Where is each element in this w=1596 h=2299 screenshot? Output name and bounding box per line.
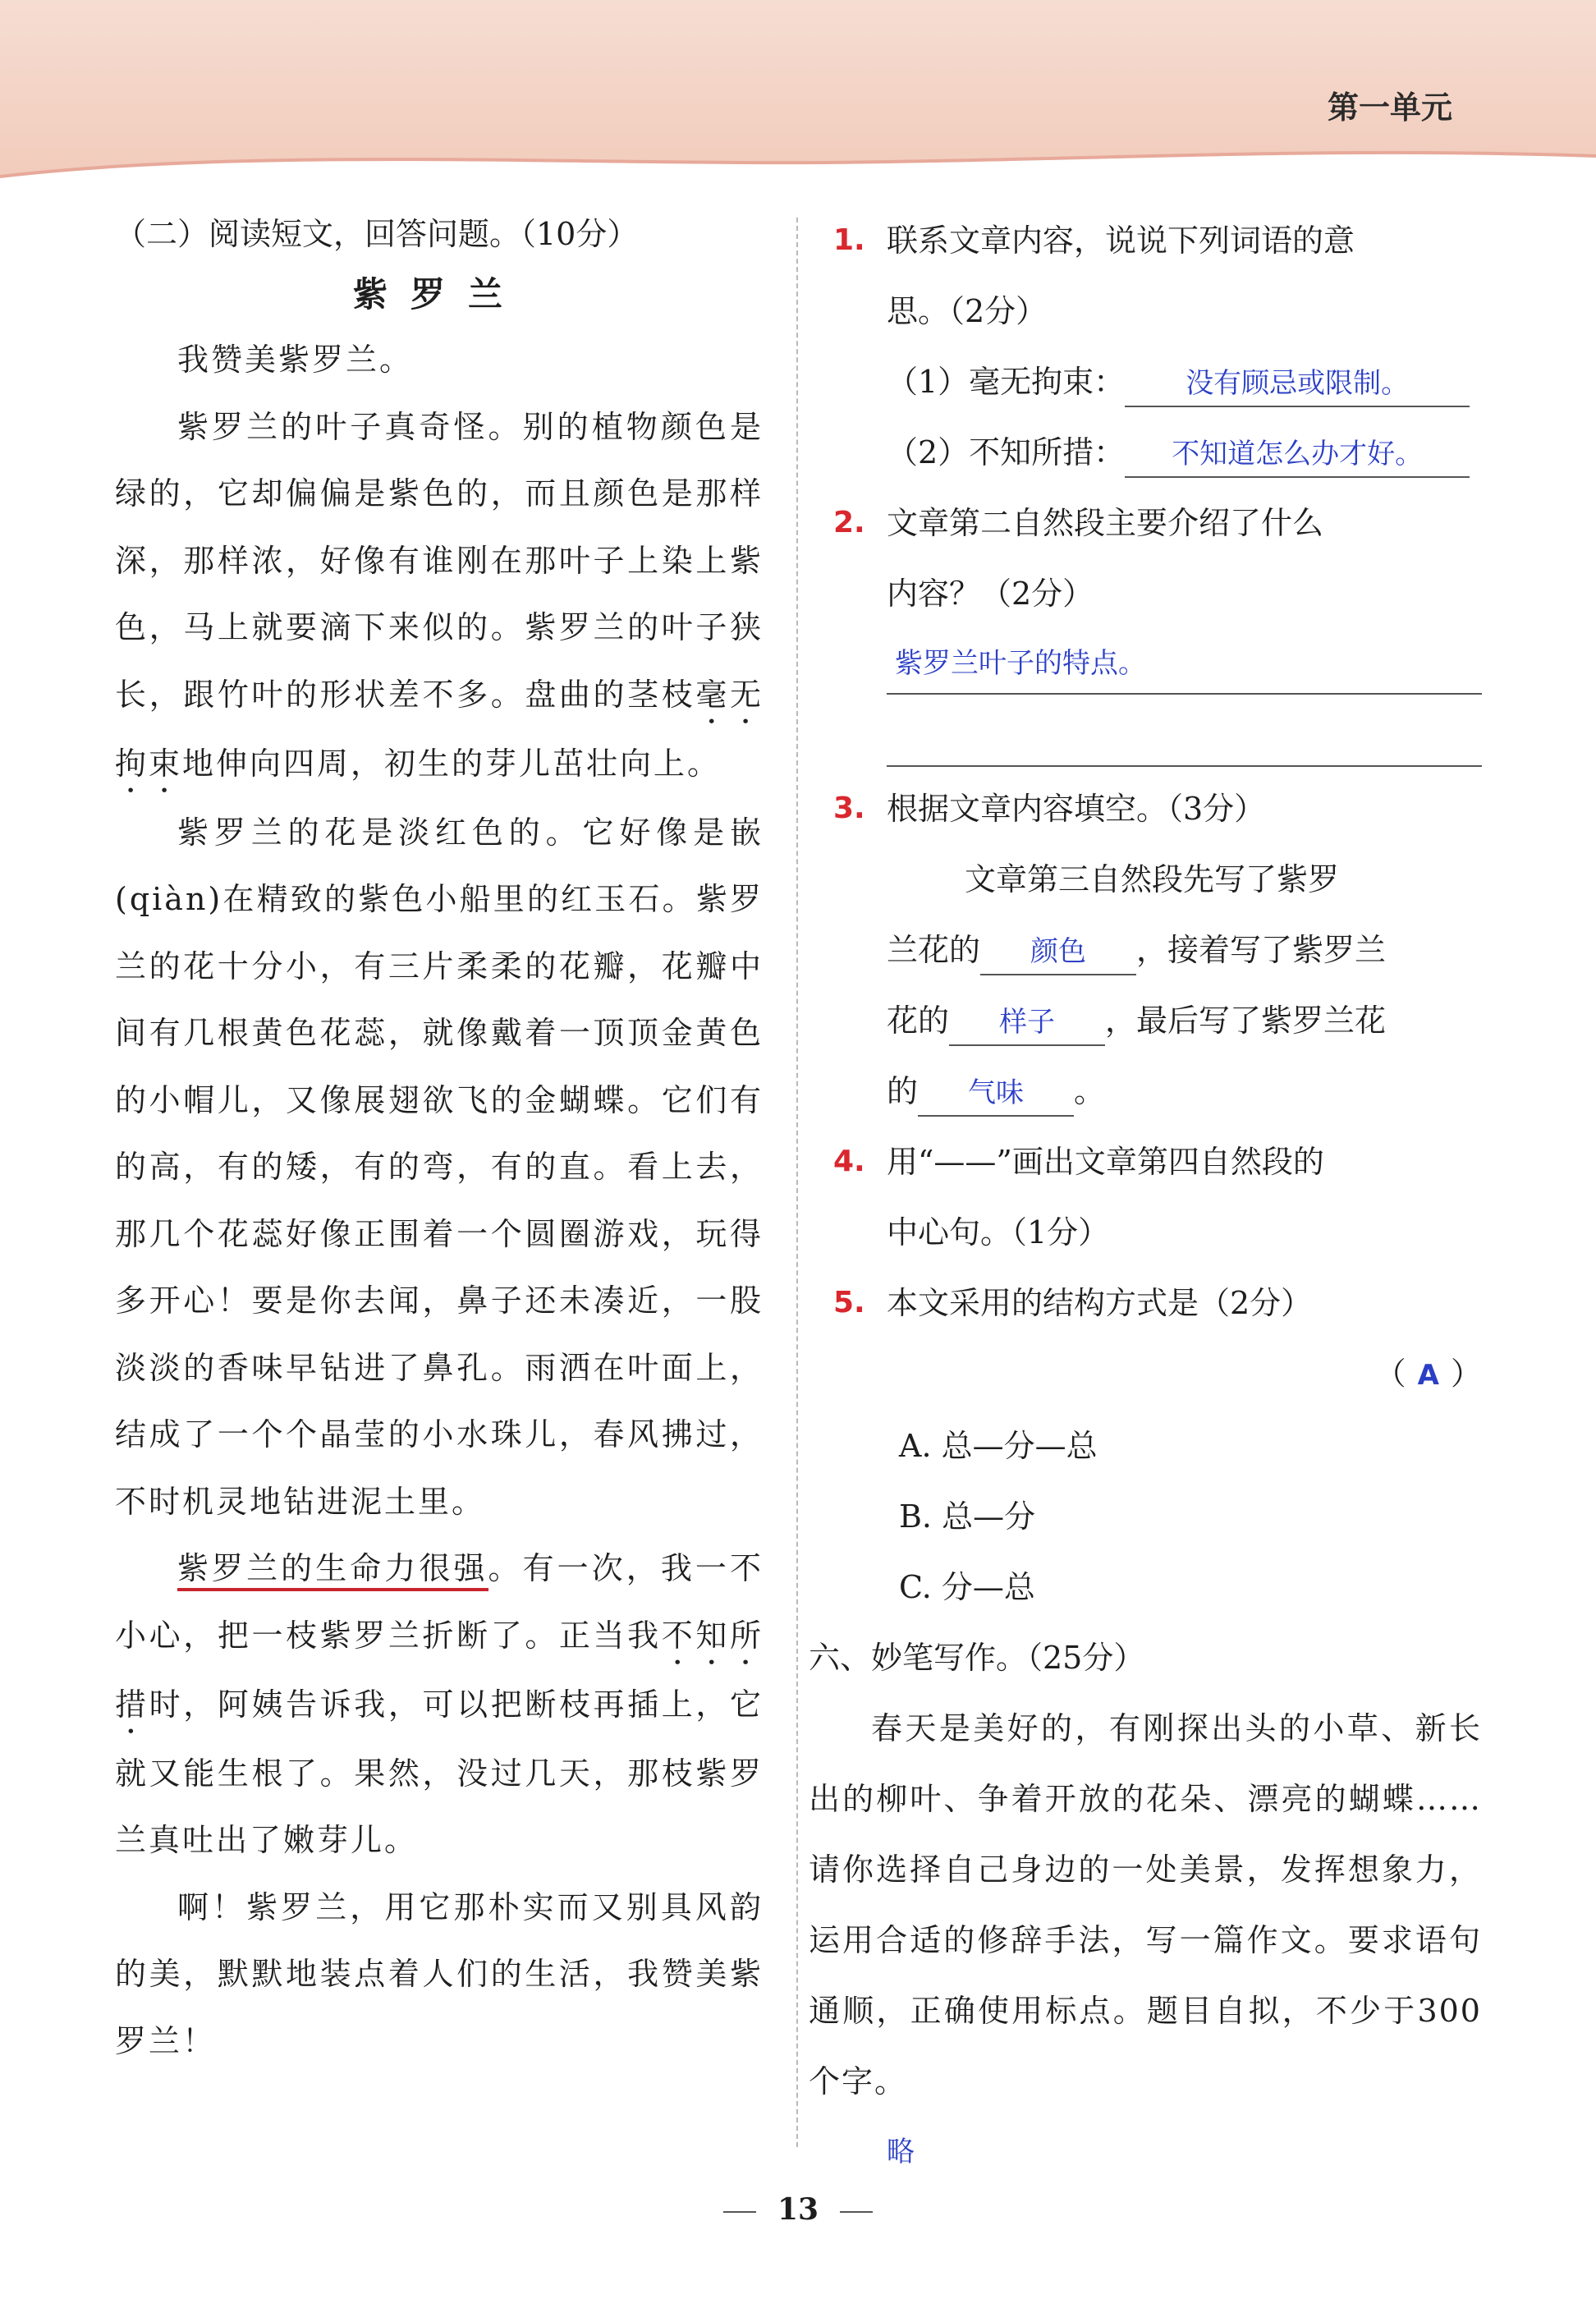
fill-blank[interactable]: 气味 [918, 1069, 1074, 1117]
writing-answer: 略 [887, 2136, 915, 2168]
question-3: 3. 根据文章内容填空。（3分） [833, 773, 1482, 844]
paragraph-1: 我赞美紫罗兰。 [177, 342, 414, 378]
fill-blank[interactable]: 颜色 [980, 928, 1136, 975]
question-2: 2. 文章第二自然段主要介绍了什么 内容？（2分） [833, 488, 1482, 629]
header-wave-decoration [0, 140, 1596, 197]
paragraph-2: 紫罗兰的叶子真奇怪。别的植物颜色是绿的，它却偏偏是紫色的，而且颜色是那样深，那样浓，好像有谁刚在那叶子上染上紫色，马上就要滴下来似的。紫罗兰的叶子狭长，跟竹叶的形状差不多。盘曲的茎枝毫无拘束地伸向四周，初生的芽儿茁壮向上。 [115, 408, 764, 782]
question-number: 4. [833, 1145, 865, 1178]
answer-field[interactable]: 没有顾忌或限制。 [1125, 360, 1470, 407]
question-3-line-3: 花的 样子 ，最后写了紫罗兰花 [833, 985, 1482, 1056]
fill-blank[interactable]: 样子 [949, 998, 1105, 1046]
question-3-line-4: 的 气味 。 [833, 1056, 1482, 1127]
dotted-phrase: 不知所措 [115, 1617, 764, 1723]
questions-column [809, 205, 1482, 2187]
footer-dash-left [723, 2211, 756, 2213]
column-divider [796, 218, 798, 2147]
question-1-item-b: （2）不知所措： 不知道怎么办才好。 [833, 417, 1482, 488]
central-sentence-underline: 紫罗兰的生命力很强 [177, 1550, 488, 1591]
answer-field[interactable]: 不知道怎么办才好。 [1125, 430, 1470, 478]
paragraph-3: 紫罗兰的花是淡红色的。它好像是嵌(qiàn)在精致的紫色小船里的红玉石。紫罗兰的花十分小，有三片柔柔的花瓣，花瓣中间有几根黄色花蕊，就像戴着一顶顶金黄色的小帽儿，又像展翅欲飞的金蝴蝶。它们有的高，有的矮，有的弯，有的直。看上去，那几个花蕊好像正围着一个圆圈游戏，玩得多开心！要是你去闻，鼻子还未凑近，一股淡淡的香味早钻进了鼻孔。雨洒在叶面上，结成了一个个晶莹的小水珠儿，春风拂过，不时机灵地钻进泥土里。 [115, 814, 764, 1520]
footer-dash-right [840, 2211, 873, 2213]
writing-section-title: 六、妙笔写作。（25分） [809, 1640, 1145, 1676]
writing-prompt: 春天是美好的，有刚探出头的小草、新长出的柳叶、争着开放的花朵、漂亮的蝴蝶……请你选择自己身边的一处美景，发挥想象力，运用合适的修辞手法，写一篇作文。要求语句通顺，正确使用标点。题目自拟，不少于300个字。 [809, 1710, 1482, 2099]
choice-answer[interactable]: A [1417, 1359, 1439, 1392]
question-1-item-a: （1）毫无拘束： 没有顾忌或限制。 [833, 346, 1482, 417]
reading-column [115, 205, 764, 2075]
question-3-line-2: 兰花的 颜色 ，接着写了紫罗兰 [833, 915, 1482, 985]
paragraph-5: 啊！紫罗兰，用它那朴实而又别具风韵的美，默默地装点着人们的生活，我赞美紫罗兰！ [115, 1888, 764, 2059]
answer-field[interactable]: 紫罗兰叶子的特点。 [887, 629, 1482, 695]
dotted-phrase: 毫无拘束 [115, 676, 764, 782]
question-number: 5. [833, 1286, 865, 1319]
question-3-line-1: 文章第三自然段先写了紫罗 [965, 861, 1340, 897]
option-c: C. 分—总 [899, 1569, 1035, 1605]
option-a: A. 总—分—总 [899, 1428, 1098, 1464]
section-title: （二）阅读短文，回答问题。（10分） [115, 216, 639, 252]
unit-title: 第一单元 [1327, 89, 1452, 126]
question-number: 1. [833, 223, 865, 257]
answer-field-blank[interactable] [887, 695, 1482, 767]
paragraph-4: 紫罗兰的生命力很强。有一次，我一不小心，把一枝紫罗兰折断了。正当我不知所措时，阿姨告诉我，可以把断枝再插上，它就又能生根了。果然，没过几天，那枝紫罗兰真吐出了嫩芽儿。 [115, 1550, 764, 1858]
question-number: 2. [833, 506, 865, 539]
question-4: 4. 用“——”画出文章第四自然段的 中心句。（1分） [833, 1127, 1482, 1268]
page-number: 13 [0, 2192, 1596, 2227]
question-number: 3. [833, 792, 865, 825]
answer-bracket: （ A ） [1374, 1356, 1482, 1392]
question-1: 1. 联系文章内容，说说下列词语的意 思。（2分） [833, 205, 1482, 346]
article-title: 紫罗兰 [352, 274, 525, 314]
question-5: 5. 本文采用的结构方式是（2分） [833, 1268, 1482, 1338]
option-b: B. 总—分 [899, 1498, 1036, 1535]
